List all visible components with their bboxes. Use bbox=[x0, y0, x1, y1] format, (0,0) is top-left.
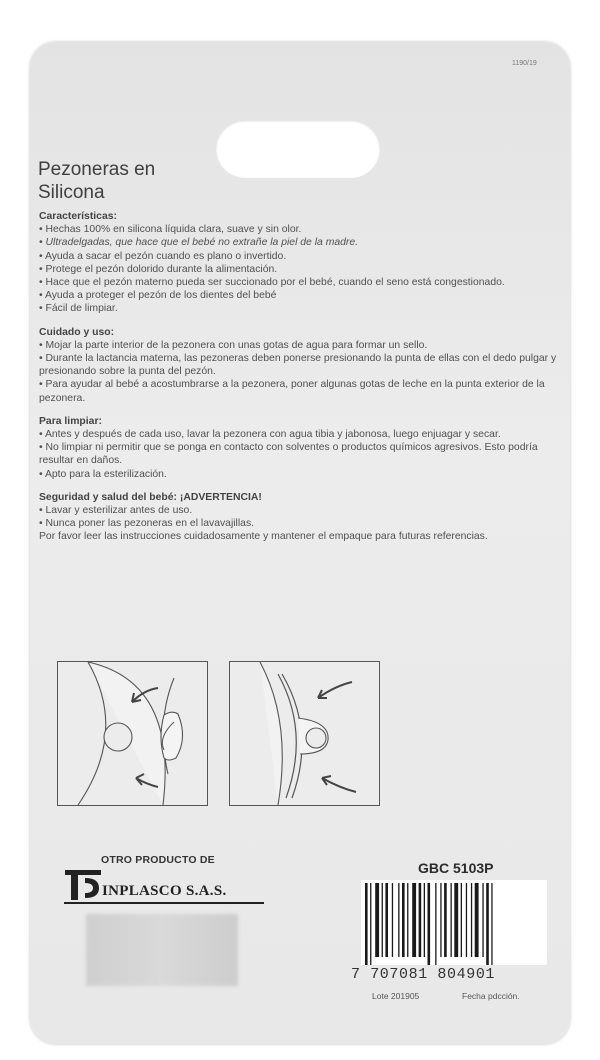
barcode-bar bbox=[435, 883, 436, 965]
lot-number: Lote 201905 bbox=[372, 991, 420, 1001]
product-title bbox=[38, 158, 258, 204]
section-heading: Características: bbox=[39, 211, 117, 222]
list-item: • Protege el pezón dolorido durante la alimentación. bbox=[39, 263, 278, 275]
list-item: • Nunca poner las pezoneras en el lavavajillas. bbox=[39, 518, 255, 530]
section-gap bbox=[39, 316, 559, 326]
barcode-bar bbox=[482, 883, 483, 957]
barcode-bar bbox=[392, 883, 393, 957]
nipple-shape bbox=[104, 723, 132, 751]
list-item: • No limpiar ni permitir que se ponga en contacto con solventes o productos químicos agresivos. Esto podría resultar en daños. bbox=[39, 442, 538, 467]
other-product-label: OTRO PRODUCTO DE bbox=[101, 854, 215, 866]
list-item: • Para ayudar al bebé a acostumbrarse a la pezonera, poner algunas gotas de leche en la punta exterior de la pezonera. bbox=[39, 379, 545, 404]
section-heading: Seguridad y salud del bebé: ¡ADVERTENCIA! bbox=[39, 491, 262, 503]
barcode-bar bbox=[475, 883, 479, 957]
product-code: GBC 5103P bbox=[418, 860, 494, 876]
usage-diagram-step-1 bbox=[57, 661, 208, 806]
barcode-bar bbox=[471, 883, 472, 957]
barcode-bar bbox=[454, 883, 458, 957]
breast-outline bbox=[260, 662, 282, 805]
brand-name: INPLASCO S.A.S. bbox=[102, 883, 227, 899]
barcode-bar bbox=[370, 883, 371, 965]
nipple-shield-applied-illustration bbox=[230, 662, 379, 805]
list-item: • Ayuda a sacar el pezón cuando es plano o invertido. bbox=[39, 250, 287, 262]
arrow-top-icon bbox=[318, 682, 352, 698]
section-gap bbox=[39, 481, 559, 491]
instructions-text bbox=[39, 210, 559, 544]
list-item: • Lavar y esterilizar antes de uso. bbox=[39, 505, 193, 517]
inplasco-logo-icon bbox=[65, 870, 101, 900]
list-item: • Ayuda a proteger el pezón de los dientes del bebé bbox=[39, 290, 277, 302]
list-item: • Hechas 100% en silicona líquida clara, suave y sin olor. bbox=[39, 224, 302, 236]
barcode-bar bbox=[398, 883, 399, 957]
barcode-bar bbox=[486, 883, 489, 965]
arrow-bottom-icon bbox=[322, 778, 356, 792]
barcode-bar bbox=[365, 883, 368, 965]
barcode-icon bbox=[361, 880, 547, 965]
section-heading: Cuidado y uso: bbox=[39, 326, 115, 338]
barcode-number: 7 707081 804901 bbox=[351, 966, 496, 983]
barcode-bar bbox=[402, 883, 405, 957]
barcode-bar bbox=[382, 883, 383, 957]
barcode-bar bbox=[375, 883, 379, 957]
barcode-bar bbox=[407, 883, 408, 957]
list-item: • Fácil de limpiar. bbox=[39, 303, 118, 315]
nipple-shape bbox=[306, 728, 326, 748]
barcode-bar bbox=[428, 883, 431, 965]
obscured-address-block bbox=[86, 914, 238, 986]
list-item: • Durante la lactancia materna, las pezoneras deben ponerse presionando la punta de ellas con el dedo pulgar y presionando sobre la punta del pezón. bbox=[39, 353, 557, 378]
barcode-bar bbox=[412, 883, 416, 957]
barcode-bar bbox=[419, 883, 422, 957]
list-item: • Mojar la parte interior de la pezonera con unas gotas de agua para formar un sello. bbox=[39, 339, 428, 351]
reference-code: 1190/19 bbox=[512, 60, 537, 67]
barcode-bar bbox=[451, 883, 452, 957]
list-item: Por favor leer las instrucciones cuidadosamente y mantener el empaque para futuras referencias. bbox=[39, 531, 488, 543]
list-item: • Hace que el pezón materno pueda ser succionado por el bebé, cuando el seno está congestionado. bbox=[39, 277, 505, 289]
production-date-label: Fecha pdcción. bbox=[462, 991, 520, 1001]
barcode-bar bbox=[385, 883, 388, 957]
list-item: • Antes y después de cada uso, lavar la pezonera con agua tibia y jabonosa, luego enjuagar y secar. bbox=[39, 429, 501, 441]
list-item: • Ultradelgadas, que hace que el bebé no extrañe la piel de la madre. bbox=[39, 237, 359, 249]
section-gap bbox=[39, 405, 559, 415]
barcode-bar bbox=[424, 883, 425, 957]
usage-diagram-step-2 bbox=[229, 661, 380, 806]
title-line-2: Silicona bbox=[38, 182, 105, 203]
nipple-shield-removed-illustration bbox=[58, 662, 207, 805]
shield-body bbox=[161, 712, 183, 760]
section-heading: Para limpiar: bbox=[39, 415, 102, 427]
barcode-bar bbox=[461, 883, 462, 957]
list-item: • Apto para la esterilización. bbox=[39, 468, 167, 480]
barcode-bar bbox=[466, 883, 467, 957]
title-line-1: Pezoneras en bbox=[38, 159, 156, 180]
brand-divider bbox=[64, 902, 264, 904]
barcode-bar bbox=[444, 883, 447, 957]
barcode-bar bbox=[440, 883, 441, 957]
barcode-bar bbox=[491, 883, 492, 965]
